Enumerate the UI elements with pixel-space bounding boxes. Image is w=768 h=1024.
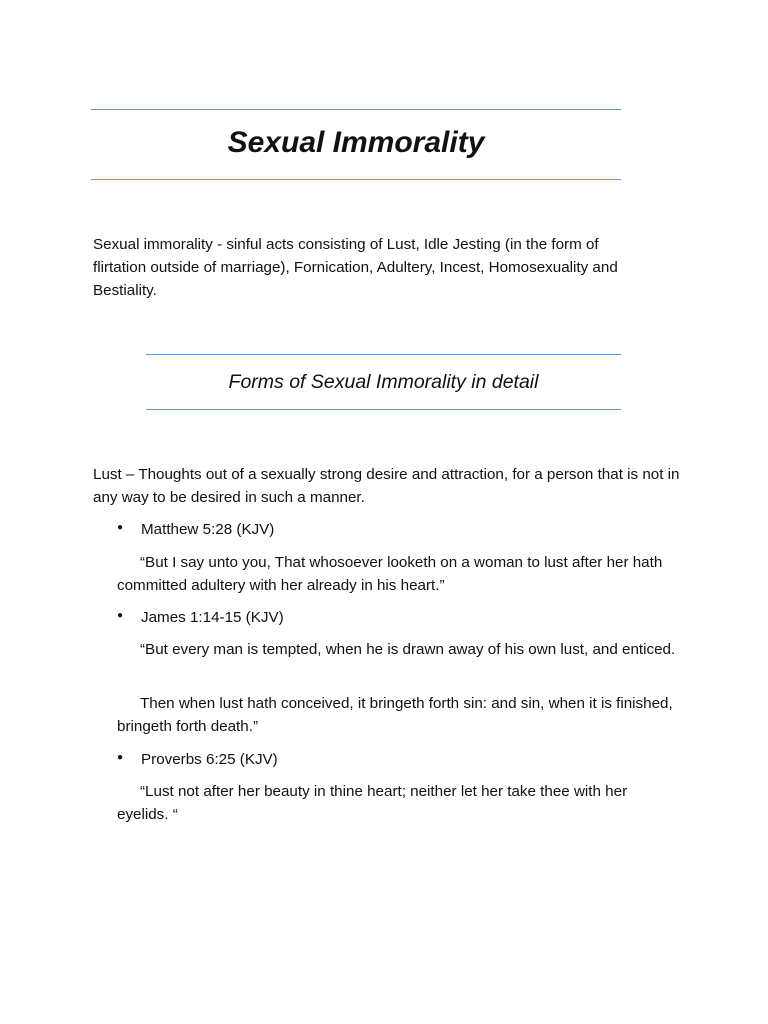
page-title: Sexual Immorality (227, 126, 485, 159)
reference-label: Proverbs 6:25 (KJV) (141, 751, 278, 768)
bullet-icon: ● (117, 752, 124, 764)
lust-definition: Lust – Thoughts out of a sexually strong desire and attraction, for a person that is not in any way to be desired in such a manner. (93, 466, 680, 506)
reference-label: James 1:14-15 (KJV) (141, 609, 284, 626)
scripture-quote: “Lust not after her beauty in thine heart; neither let her take thee with her eyelids. “ (117, 783, 628, 823)
section-heading: Forms of Sexual Immorality in detail (228, 371, 539, 393)
bullet-icon: ● (117, 522, 124, 534)
section-top-rule (146, 354, 621, 355)
list-item (117, 748, 278, 771)
title-top-rule (91, 109, 621, 110)
scripture-quote: Then when lust hath conceived, it bringeth forth sin: and sin, when it is finished, bringeth forth death.” (117, 695, 673, 735)
list-item (117, 606, 284, 629)
list-item (117, 518, 274, 541)
scripture-quote: “But I say unto you, That whosoever looketh on a woman to lust after her hath committed adultery with her already in his heart.” (117, 554, 663, 594)
scripture-quote: “But every man is tempted, when he is drawn away of his own lust, and enticed. (140, 641, 676, 658)
title-bottom-rule (91, 179, 621, 180)
bullet-icon: ● (117, 610, 124, 622)
intro-paragraph: Sexual immorality - sinful acts consisting of Lust, Idle Jesting (in the form of flirtation outside of marriage), Fornication, Adultery, Incest, Homosexuality and Bestiality. (93, 236, 618, 299)
section-bottom-rule (146, 409, 621, 410)
reference-label: Matthew 5:28 (KJV) (141, 521, 275, 538)
